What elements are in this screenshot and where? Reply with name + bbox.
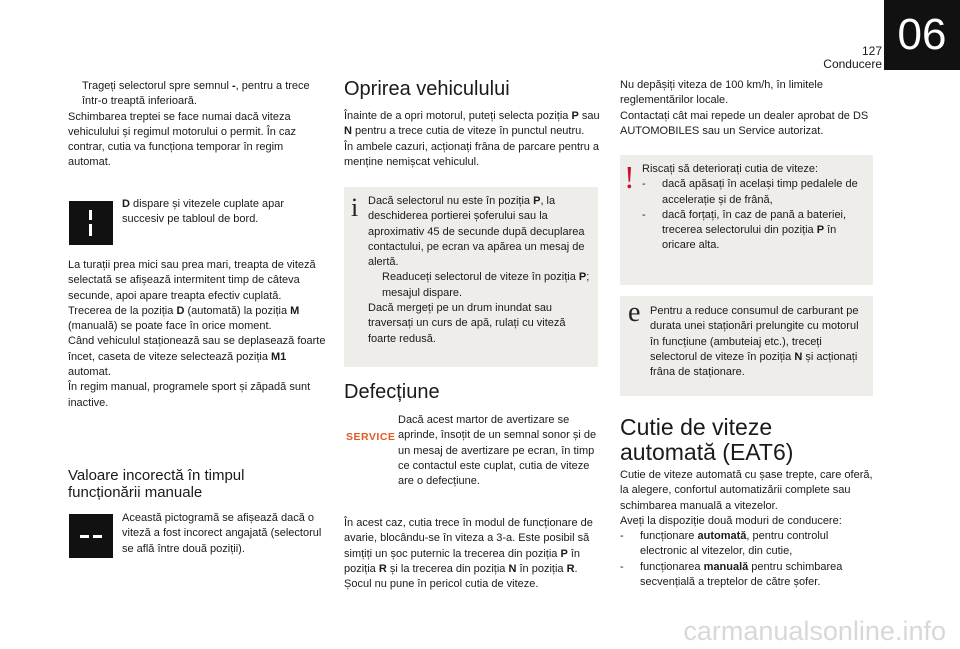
list-item: - funcționarea manuală pentru schimbarea secvențială a treptelor de către șofer. (620, 560, 843, 589)
service-warning-light-icon: SERVICE (346, 431, 396, 443)
column-3-intro: Nu depășiți viteza de 100 km/h, în limitele reglementărilor locale. Contactați cât mai repede un dealer aprobat de DS AUTOMOBILES sau un Service autorizat. (620, 79, 869, 137)
incorrect-gear-icon (69, 514, 113, 558)
icon-note-2: Această pictogramă se afișează dacă o viteză a fost incorect angajată (selectorul se află între două poziții). (122, 512, 322, 555)
paragraph: La turații prea mici sau prea mari, treapta de viteză selectată se afișează intermitent timp de câteva secunde, apoi apare treapta efectiv cuplată. (68, 259, 316, 302)
warning-icon: ! (624, 159, 635, 195)
paragraph: Când vehiculul staționează sau se deplasează foarte încet, caseta de viteze selectează poziția M1 automat. (68, 335, 326, 379)
eco-leaf-icon: e (628, 297, 641, 328)
column-1-body (68, 258, 326, 411)
column-1 (68, 79, 326, 171)
service-note: Dacă acest martor de avertizare se aprinde, însoțit de un semnal sonor și de un mesaj de avertizare pe ecran, în timp ce contactul este cuplat, cutia de viteze are o defecțiune. (398, 414, 597, 488)
column-2-body: În acest caz, cutia trece în modul de funcționare de avarie, blocându-se în viteza a 3-a. Este posibil să simțiți un șoc puternic la trecerea din poziția P în poziția R și la trecerea din poziția N în poziția R. Șocul nu pune în pericol cutia de viteze. (344, 517, 593, 591)
column-2-intro: Înainte de a opri motorul, puteți selecta poziția P sau N pentru a trece cutia de viteze în punctul neutru. În ambele cazuri, acționați frâna de parcare pentru a menține nemișcat vehiculul. (344, 110, 600, 168)
chapter-tab: 06 (884, 0, 960, 70)
section-title: Conducere (823, 57, 882, 71)
gear-display-icon (69, 201, 113, 245)
section-heading: Defecțiune (344, 381, 440, 403)
column-3-body: Cutie de viteze automată cu șase trepte, care oferă, la alegere, confortul automatizării complete sau schimbarea manuală a vitezelor. Aveți la dispoziție două moduri de conducere: - funcționare automată, pentru controlul electronic al vitezelor, din cutie, - funcționarea manuală pentru schimbarea secvențială a treptelor de către șofer. (620, 468, 878, 590)
eco-tip-box: e Pentru a reduce consumul de carburant pe durata unei staționări prelungite cu motorul în funcțiune (ambuteiaj etc.), treceți selectorul de viteze în poziția N și acționați frâna de staționare. (620, 296, 873, 396)
info-icon: i (351, 193, 359, 222)
page-number: 127 (861, 44, 882, 58)
list-item: - funcționare automată, pentru controlul electronic al vitezelor, din cutie, (620, 530, 829, 558)
paragraph: Trecerea de la poziția D (automată) la poziția M (manuală) se poate face în orice moment. (68, 304, 300, 333)
section-heading: Valoare incorectă în timpul funcționării manuale (68, 467, 245, 501)
paragraph: Schimbarea treptei se face numai dacă viteza vehiculului și regimul motorului o permit. În caz contrar, cutia va funcționa temporar în regim automat. (68, 110, 297, 169)
info-box: i Dacă selectorul nu este în poziția P, la deschiderea portierei șoferului sau la aproximativ 45 de secunde după decuplarea contactului, pe ecran va apărea un mesaj de alertă. Readuceți selectorul de viteze în poziția P; mesajul dispare. Dacă mergeți pe un drum inundat sau traversați un curs de apă, rulați cu viteză foarte redusă. (344, 187, 598, 367)
step-instruction: Trageți selectorul spre semnul -, pentru a trece într-o treaptă inferioară. (82, 80, 310, 108)
section-heading: Oprirea vehiculului (344, 78, 510, 100)
watermark: carmanualsonline.info (683, 616, 946, 646)
warning-box: ! Riscați să deteriorați cutia de viteze: - dacă apăsați în același timp pedalele de accelerație și de frână, - dacă forțați, în caz de pană a bateriei, trecerea selectorului din poziția P în oricare alta. (620, 155, 873, 285)
icon-note: D dispare și vitezele cuplate apar succesiv pe tabloul de bord. (122, 198, 285, 226)
section-heading: Cutie de viteze automată (EAT6) (620, 414, 794, 465)
paragraph: În regim manual, programele sport și zăpadă sunt inactive. (68, 381, 311, 409)
